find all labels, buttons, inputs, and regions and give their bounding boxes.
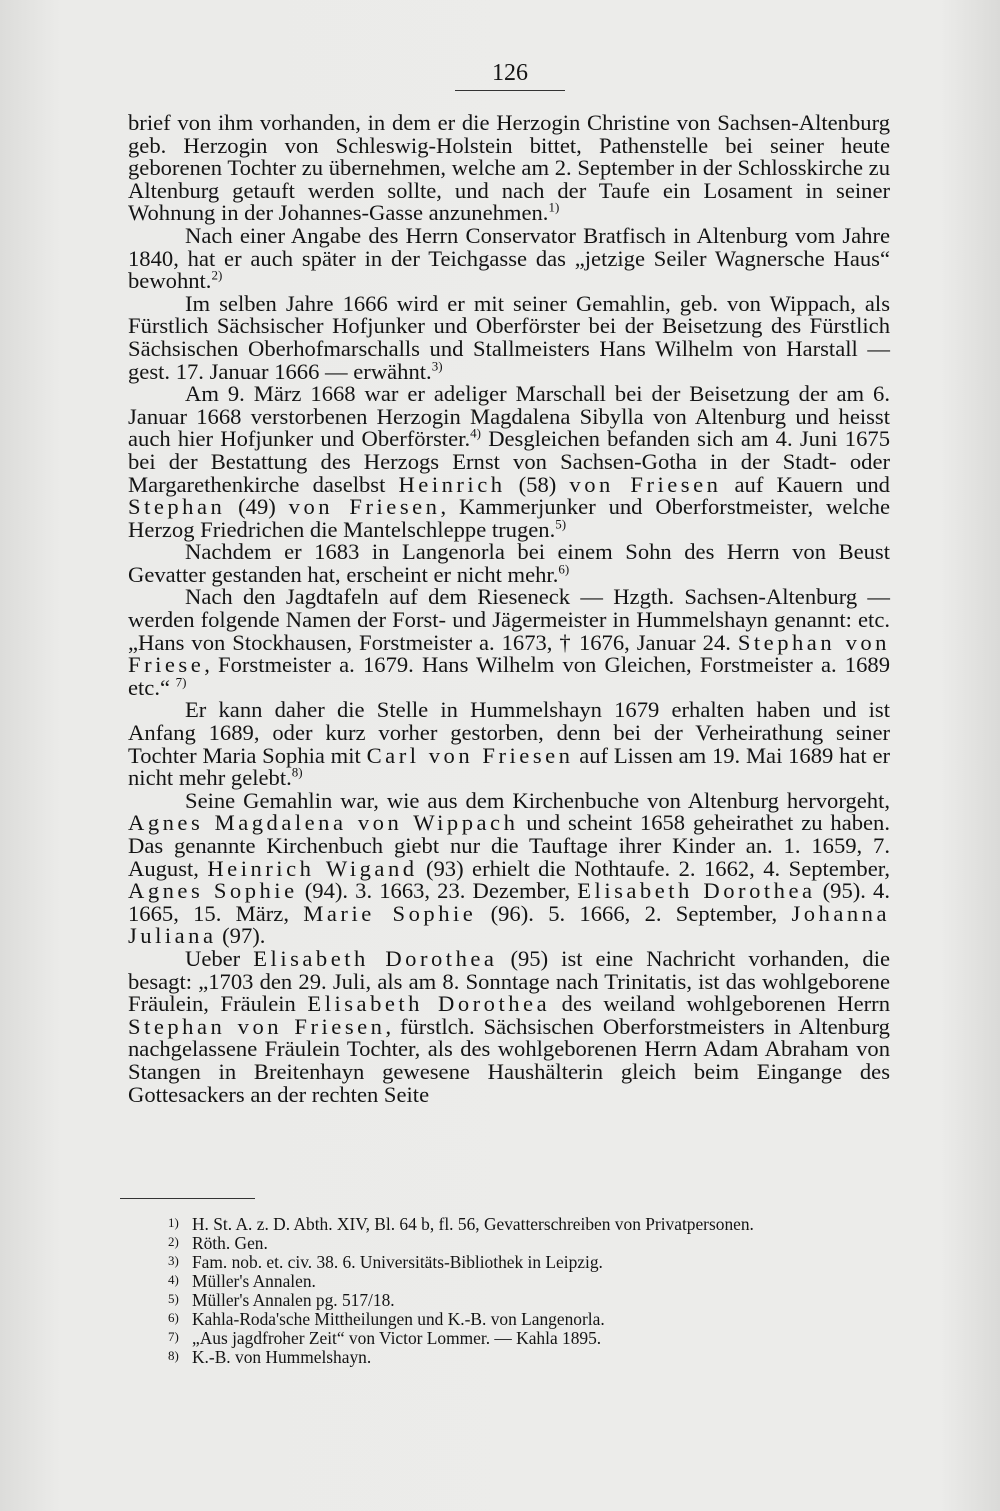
- paragraph: [128, 290, 890, 384]
- footnote-marker: 7): [175, 674, 187, 690]
- paragraph: [128, 586, 890, 699]
- footnote: [168, 1309, 888, 1328]
- footnote-marker: 8): [291, 764, 303, 780]
- footnote-number: 5): [168, 1291, 179, 1306]
- footnote-number: 7): [168, 1329, 179, 1344]
- footnote: [168, 1328, 888, 1347]
- text-run: (94). 3. 1663, 23. Dezember,: [297, 878, 578, 904]
- paragraph: [128, 112, 890, 225]
- spaced-name: Heinrich Wigand: [207, 855, 418, 881]
- paragraph: [128, 541, 890, 586]
- footnote-text: Müller's Annalen.: [192, 1271, 316, 1291]
- spaced-name: Agnes Magdalena von Wippach: [128, 810, 519, 836]
- text-run: (95) ist eine Nachricht vorhanden, die besagt: „1703 den 29. Juli, als am 8. Sonntage nach Trinitatis, ist das wohlgeborene Fräulein, Fräulein: [128, 945, 890, 1017]
- footnote-number: 1): [168, 1215, 179, 1230]
- text-run: , Forstmeister a. 1679. Hans Wilhelm von Gleichen, Forstmeister a. 1689 etc.“: [128, 652, 890, 700]
- text-run: (97).: [216, 923, 266, 949]
- footnote: [168, 1347, 888, 1366]
- footnote-text: „Aus jagdfroher Zeit“ von Victor Lommer. — Kahla 1895.: [192, 1328, 602, 1348]
- footnote-marker: 2): [211, 267, 223, 283]
- text-run: Seine Gemahlin war, wie aus dem Kirchenbuche von Altenburg hervorgeht,: [185, 787, 890, 813]
- footnote: [168, 1252, 888, 1271]
- footnote-text: Röth. Gen.: [192, 1233, 268, 1253]
- text-run: auf Lissen am 19. Mai 1689 hat er nicht mehr gelebt.: [128, 742, 890, 791]
- footnote-text: Müller's Annalen pg. 517/18.: [192, 1290, 395, 1310]
- paragraph: [128, 222, 890, 294]
- spaced-name: Stephan von Friesen: [128, 1013, 386, 1039]
- text-run: auf Kauern und: [721, 471, 890, 497]
- spaced-name: Stephan von Friese: [128, 629, 890, 678]
- footnote-text: H. St. A. z. D. Abth. XIV, Bl. 64 b, fl. 56, Gevatterschreiben von Privatpersonen.: [192, 1214, 754, 1234]
- text-run: (96). 5. 1666, 2. September,: [476, 900, 792, 926]
- paragraph: [128, 945, 890, 1107]
- text-run: Nach einer Angabe des Herrn Conservator Bratfisch in Altenburg vom Jahre 1840, hat er auch später in der Teichgasse das „jetzige Seiler Wagnersche Haus“ bewohnt.: [128, 222, 890, 294]
- text-run: (58): [505, 471, 570, 497]
- spaced-name: Marie Sophie: [303, 900, 477, 926]
- footnote-number: 3): [168, 1253, 179, 1268]
- spaced-name: Heinrich: [398, 471, 506, 497]
- text-run: Am 9. März 1668 war er adeliger Marschall bei der Beisetzung der am 6. Januar 1668 verstorbenen Herzogin Magdalena Sibylla von Altenburg und heisst auch hier Hofjunker und Oberförster.: [128, 381, 890, 452]
- spaced-name: Carl von Friesen: [366, 742, 574, 768]
- text-run: (95). 4. 1665, 15. März,: [128, 878, 890, 926]
- footnote-marker: 1): [548, 199, 560, 215]
- paragraph: [128, 699, 890, 789]
- text-run: , Kammerjunker und Oberforstmeister, welche Herzog Friedrichen die Mantelschleppe trugen.: [128, 494, 890, 542]
- page-number-rule: [455, 90, 565, 91]
- spaced-name: Elisabeth Dorothea: [307, 991, 551, 1017]
- text-run: Ueber: [185, 945, 254, 971]
- footnote: [168, 1233, 888, 1252]
- text-run: Er kann daher die Stelle in Hummelshayn 1679 erhalten haben und ist Anfang 1689, oder kurz vorher gestorben, denn bei der Verheirathung seiner Tochter Maria Sophia mit: [128, 697, 890, 768]
- footnote-text: K.-B. von Hummelshayn.: [192, 1347, 372, 1367]
- spaced-name: Elisabeth Dorothea: [253, 945, 498, 971]
- spaced-name: von Friesen: [288, 494, 441, 520]
- text-run: (93) erhielt die Nothtaufe. 2. 1662, 4. September,: [417, 855, 890, 881]
- footnote-text: Kahla-Roda'sche Mittheilungen und K.-B. von Langenorla.: [192, 1309, 605, 1329]
- footnote-text: Fam. nob. et. civ. 38. 6. Universitäts-Bibliothek in Leipzig.: [192, 1252, 603, 1272]
- text-run: Desgleichen befanden sich am 4. Juni 1675 bei der Bestattung des Herzogs Ernst von Sachsen-Gotha in der Stadt- oder Margarethenkirche daselbst: [128, 426, 890, 497]
- text-run: und scheint 1658 geheirathet zu haben. Das genannte Kirchenbuch giebt nur die Tauftage ihrer Kinder an. 1. 1659, 7. August,: [128, 810, 890, 881]
- footnote-number: 2): [168, 1234, 179, 1249]
- page-number: 126: [492, 60, 528, 86]
- footnote: [168, 1214, 888, 1233]
- footnote-number: 4): [168, 1272, 179, 1287]
- spaced-name: Elisabeth Dorothea: [577, 878, 816, 904]
- footnotes: [168, 1214, 888, 1366]
- footnote-marker: 4): [470, 425, 481, 441]
- text-run: Im selben Jahre 1666 wird er mit seiner Gemahlin, geb. von Wippach, als Fürstlich Sächsischer Hofjunker und Oberförster bei der Beisetzung des Fürstlich Sächsischen Oberhofmarschalls und Stallmeisters Hans Wilhelm von Harstall — gest. 17. Januar 1666 — erwähnt.: [128, 290, 890, 384]
- text-run: Nachdem er 1683 in Langenorla bei einem Sohn des Herrn von Beust Gevatter gestanden hat, erscheint er nicht mehr.: [128, 539, 890, 587]
- footnote-marker: 6): [558, 561, 570, 577]
- text-run: (49): [225, 494, 289, 520]
- footnote-marker: 5): [555, 516, 567, 532]
- footnote-number: 6): [168, 1310, 179, 1325]
- paragraph: [128, 383, 890, 541]
- paragraph: [128, 787, 891, 949]
- text-run: , fürstlch. Sächsischen Oberforstmeisters in Altenburg nachgelassene Fräulein Tochter, als des wohlgeborenen Herrn Adam Abraham von Stangen in Breitenhayn gewesene Haushälterin gleich beim Eingange des Gottesackers an der rechten Seite: [128, 1013, 890, 1107]
- footnote-marker: 3): [431, 358, 443, 373]
- spaced-name: von Friesen: [569, 471, 722, 497]
- footnote: [168, 1271, 888, 1290]
- footnote-number: 8): [168, 1348, 179, 1363]
- spaced-name: Johanna Juliana: [128, 900, 891, 949]
- text-run: des weiland wohlgeborenen Herrn: [550, 991, 890, 1017]
- footnote: [168, 1290, 888, 1309]
- body-text: [128, 112, 890, 1106]
- spaced-name: Agnes Sophie: [128, 878, 298, 904]
- footnote-separator: [120, 1198, 255, 1199]
- spaced-name: Stephan: [128, 494, 226, 520]
- text-run: brief von ihm vorhanden, in dem er die Herzogin Christine von Sachsen-Altenburg geb. Herzogin von Schleswig-Holstein bittet, Pathenstelle bei seiner heute geborenen Tochter zu übernehmen, welche am 2. September in der Schlosskirche zu Altenburg getauft werden sollte, und nach der Taufe ein Losament in seiner Wohnung in der Johannes-Gasse anzunehmen.: [128, 110, 890, 226]
- text-run: Nach den Jagdtafeln auf dem Rieseneck — Hzgth. Sachsen-Altenburg — werden folgende Namen der Forst- und Jägermeister in Hummelshayn genannt: etc. „Hans von Stockhausen, Forstmeister a. 1673, † 1676, Januar 24.: [128, 584, 890, 655]
